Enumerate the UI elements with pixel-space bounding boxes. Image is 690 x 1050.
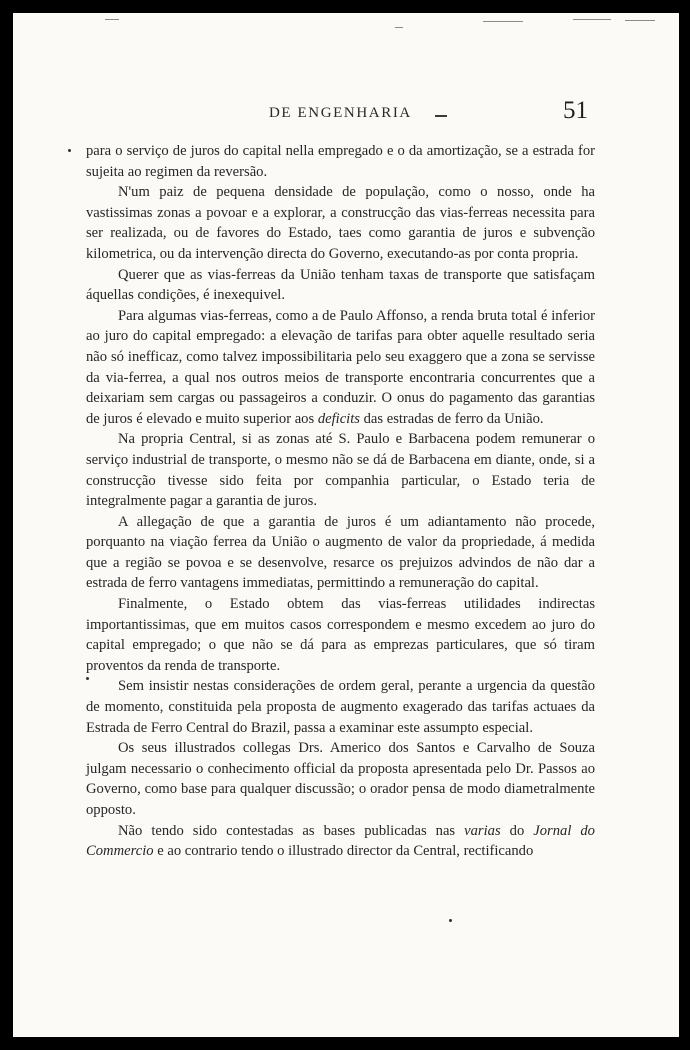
paragraph (86, 429, 595, 511)
scan-speck (573, 19, 611, 20)
paragraph-text: N'um paiz de pequena densidade de população, como o nosso, onde ha vastissimas zonas a povoar e a explorar, a construcção das vias-ferreas necessita para ser realizada, ou de favores do Estado, taes como garantia de juros e subvenção kilometrica, ou da intervenção directa do Governo, executando-as por conta propria. (86, 184, 595, 262)
paragraph-text: Não tendo sido contestadas as bases publicadas nas (118, 822, 465, 839)
scan-speck (105, 19, 119, 20)
paragraph (86, 265, 595, 306)
paragraph-text: Na propria Central, si as zonas até S. Paulo e Barbacena podem remunerar o serviço industrial de transporte, o mesmo não se dá de Barbacena em diante, onde, si a construcção tivesse sido feita por companhia particular, o Estado teria de integralmente pagar a garantia de juros. (86, 431, 595, 510)
paragraph-text: Sem insistir nestas considerações de ordem geral, perante a urgencia da questão de momento, constituida pela proposta de augmento exagerado das tarifas actuaes da Estrada de Ferro Central do Brazil, passa a examinar este assumpto especial. (86, 678, 595, 736)
paragraph (86, 306, 595, 430)
paragraph (86, 821, 595, 862)
scan-speck (483, 21, 523, 22)
paragraph-text: do (500, 822, 534, 839)
page-number: 51 (563, 97, 588, 124)
italic-text: varias (464, 822, 501, 839)
paragraph (86, 594, 595, 676)
scan-speck (625, 20, 655, 21)
paragraph-text: Os seus illustrados collegas Drs. Americo dos Santos e Carvalho de Souza julgam necessario o conhecimento official da proposta apresentada pelo Dr. Passos ao Governo, como base para qualquer discussão; o orador pensa de modo diametralmente opposto. (86, 740, 595, 818)
paragraph (86, 182, 595, 264)
paragraph-text: para o serviço de juros do capital nella empregado e o da amortização, se a estrada for sujeita ao regimen da reversão. (86, 143, 595, 180)
page-header (13, 97, 679, 135)
margin-mark (68, 149, 71, 152)
running-title: DE ENGENHARIA (269, 105, 412, 121)
book-page (13, 13, 679, 1037)
paragraph (86, 738, 595, 820)
paragraph-text: e ao contrario tendo o illustrado director da Central, rectificando (153, 843, 534, 860)
paragraph (86, 512, 595, 594)
body-text (86, 141, 595, 862)
margin-mark (449, 919, 452, 922)
paragraph-text: A allegação de que a garantia de juros é um adiantamento não procede, porquanto na viação ferrea da União o augmento de valor da propriedade, á medida que a região se povoa e se desenvolve, resarce os prejuizos advindos de não dar a estrada de ferro vantagens immediatas, permittindo a remuneração do capital. (86, 513, 595, 592)
paragraph-text: Para algumas vias-ferreas, como a de Paulo Affonso, a renda bruta total é inferior ao juro do capital empregado: a elevação de tarifas para obter aquelle resultado seria não só inefficaz, como talvez impossibilitaria pelo seu exaggero que a zona se servisse da via-ferrea, a qual nos outros meios de transporte encontraria concurrentes que a deixariam sem cargas ou passageiros a conduzir. O onus do pagamento das garantias de juros é elevado e muito superior aos (86, 307, 595, 427)
italic-text: deficits (317, 410, 360, 427)
paragraph-text: Finalmente, o Estado obtem das vias-ferreas utilidades indirectas importantissimas, que em muitos casos correspondem e mesmo excedem ao juro do capital empregado; o que não se dá para as emprezas particulares, que só tiram proventos da renda de transporte. (86, 596, 595, 674)
paragraph (86, 141, 595, 182)
italic-text: Jornal do Commercio (86, 822, 595, 860)
paragraph-text: Querer que as vias-ferreas da União tenham taxas de transporte que satisfaçam áquellas condições, é inexequivel. (86, 266, 595, 304)
paragraph-text: das estradas de ferro da União. (359, 410, 544, 427)
scan-speck (395, 27, 403, 28)
header-dash-mark (435, 115, 447, 117)
paragraph (86, 676, 595, 738)
